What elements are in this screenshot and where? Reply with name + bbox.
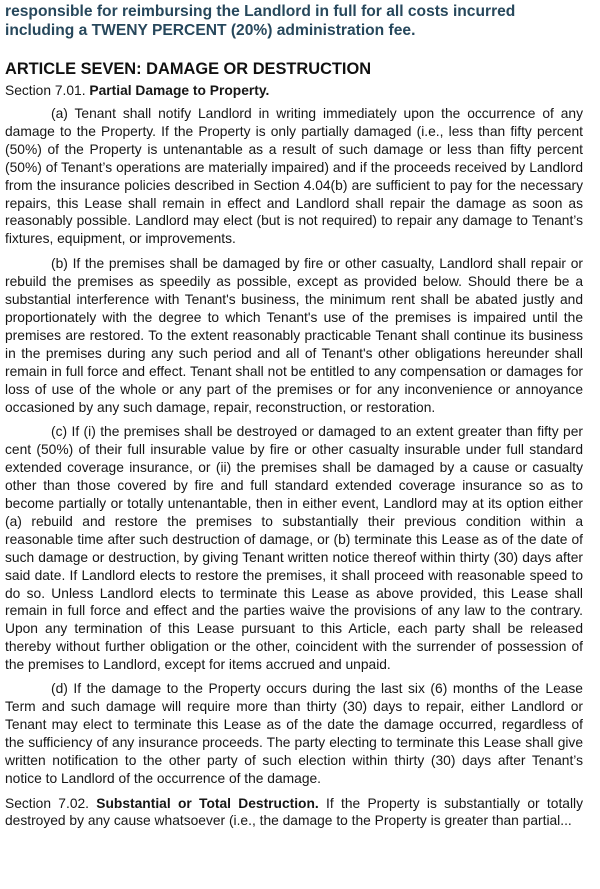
- section-702-title: Substantial or Total Destruction.: [96, 795, 319, 811]
- section-701-heading: [5, 82, 583, 100]
- paragraph-a: (a) Tenant shall notify Landlord in writing immediately upon the occurrence of any damage to the Property. If the Property is only partially damaged (i.e., less than fifty percent (50%) of the Property is untenantable as a result of such damage or less than fifty percent (50%) of Tenant’s operations are materially impaired) and if the proceeds received by Landlord from the insurance policies described in Section 4.04(b) are sufficient to pay for the necessary repairs, this Lease shall remain in effect and Landlord shall repair the damage as soon as reasonably possible. Landlord may elect (but is not required) to repair any damage to Tenant’s fixtures, equipment, or improvements.: [5, 106, 583, 247]
- prior-section-continuation: responsible for reimbursing the Landlord in full for all costs incurred including a TWENY PERCENT (20%) administration fee.: [5, 3, 516, 39]
- document-page: [5, 2, 583, 830]
- paragraph-c: (c) If (i) the premises shall be destroyed or damaged to an extent greater than fifty per cent (50%) of their full insurable value by fire or other casualty insurable under full standard extended coverage insurance, or (ii) the premises shall be damaged by a cause or casualty other than those covered by fire and full standard extended coverage insurance so as to become partially or totally untenantable, then in either event, Landlord may at its option either (a) rebuild and restore the premises to substantially their previous condition within a reasonable time after such destruction of damage, or (b) terminate this Lease as of the date of such damage or destruction, by giving Tenant written notice thereof within thirty (30) days after said date. If Landlord elects to restore the premises, it shall proceed with reasonable speed to do so. Unless Landlord elects to terminate this Lease as above provided, this Lease shall remain in full force and effect and the parties waive the provisions of any law to the contrary. Upon any termination of this Lease pursuant to this Article, each party shall be released thereby without further obligation or the other, coincident with the surrender of possession of the premises to Landlord, except for items accrued and unpaid.: [5, 424, 583, 673]
- article-heading: ARTICLE SEVEN: DAMAGE OR DESTRUCTION: [5, 60, 372, 78]
- section-701-title: Partial Damage to Property.: [89, 83, 270, 98]
- section-701-number: Section 7.01.: [5, 83, 86, 98]
- paragraph-d: (d) If the damage to the Property occurs during the last six (6) months of the Lease Term and such damage will require more than thirty (30) days to repair, either Landlord or Tenant may elect to terminate this Lease as of the date the damage occurred, regardless of the sufficiency of any insurance proceeds. The party electing to terminate this Lease shall give written notification to the other party of such election within thirty (30) days after Tenant’s notice to Landlord of the occurrence of the damage.: [5, 681, 583, 786]
- paragraph-b: (b) If the premises shall be damaged by fire or other casualty, Landlord shall repair or rebuild the premises as speedily as possible, except as provided below. Should there be a substantial interference with Tenant's business, the minimum rent shall be abated justly and proportionately with the degree to which Tenant's use of the premises is impaired until the premises are restored. To the extent reasonably practicable Tenant shall continue its business in the premises during any such period and all of Tenant's other obligations hereunder shall remain in full force and effect. Tenant shall not be entitled to any compensation or damages for loss of use of the whole or any part of the premises or for any inconvenience or annoyance occasioned by any such damage, repair, reconstruction, or restoration.: [5, 256, 583, 415]
- section-702-text: If the Property is substantially or totally destroyed by any cause whatsoever (i.e., the damage to the Property is greater than partial...: [5, 795, 583, 829]
- section-702: [5, 795, 583, 831]
- section-702-number: Section 7.02.: [5, 795, 89, 811]
